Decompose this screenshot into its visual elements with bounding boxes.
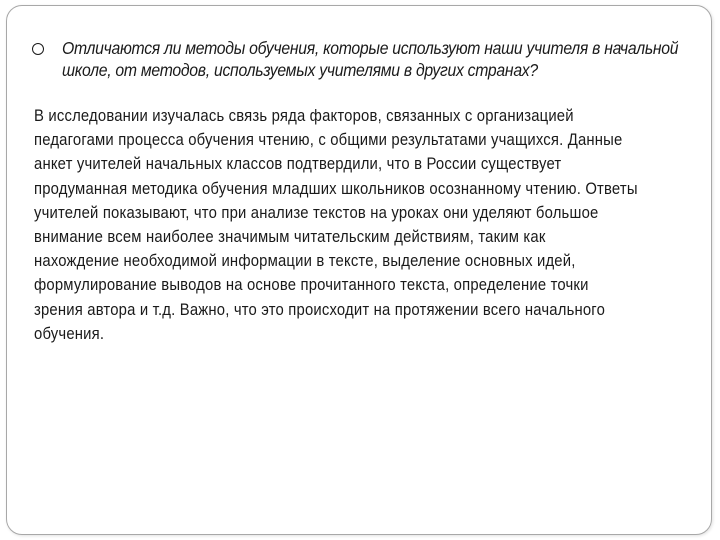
body-line-9: зрения автора и т.д. Важно, что это происходит на протяжении всего начального	[34, 300, 606, 319]
body-line-10: обучения.	[34, 324, 105, 343]
body-line-5: учителей показывают, что при анализе текстов на уроках они уделяют большое	[34, 203, 599, 222]
circle-bullet-icon	[32, 43, 44, 55]
question-line-1: Отличаются ли методы обучения, которые используют наши учителя в начальной	[62, 38, 679, 58]
question-text	[62, 37, 679, 81]
body-paragraph	[34, 104, 646, 346]
body-line-6: внимание всем наиболее значимым читательским действиям, таким как	[34, 228, 546, 247]
body-line-7: нахождение необходимой информации в тексте, выделение основных идей,	[34, 252, 576, 271]
body-line-2: педагогами процесса обучения чтению, с общими результатами учащихся. Данные	[34, 131, 623, 150]
body-line-8: формулирование выводов на основе прочитанного текста, определение точки	[34, 276, 589, 295]
body-line-3: анкет учителей начальных классов подтвердили, что в России существует	[34, 155, 562, 174]
question-line-2: школе, от методов, используемых учителями в других странах?	[62, 60, 538, 80]
question-bullet-item	[32, 37, 692, 81]
body-line-4: продуманная методика обучения младших школьников осознанному чтению. Ответы	[34, 179, 638, 198]
body-line-1: В исследовании изучалась связь ряда факторов, связанных с организацией	[34, 107, 574, 125]
